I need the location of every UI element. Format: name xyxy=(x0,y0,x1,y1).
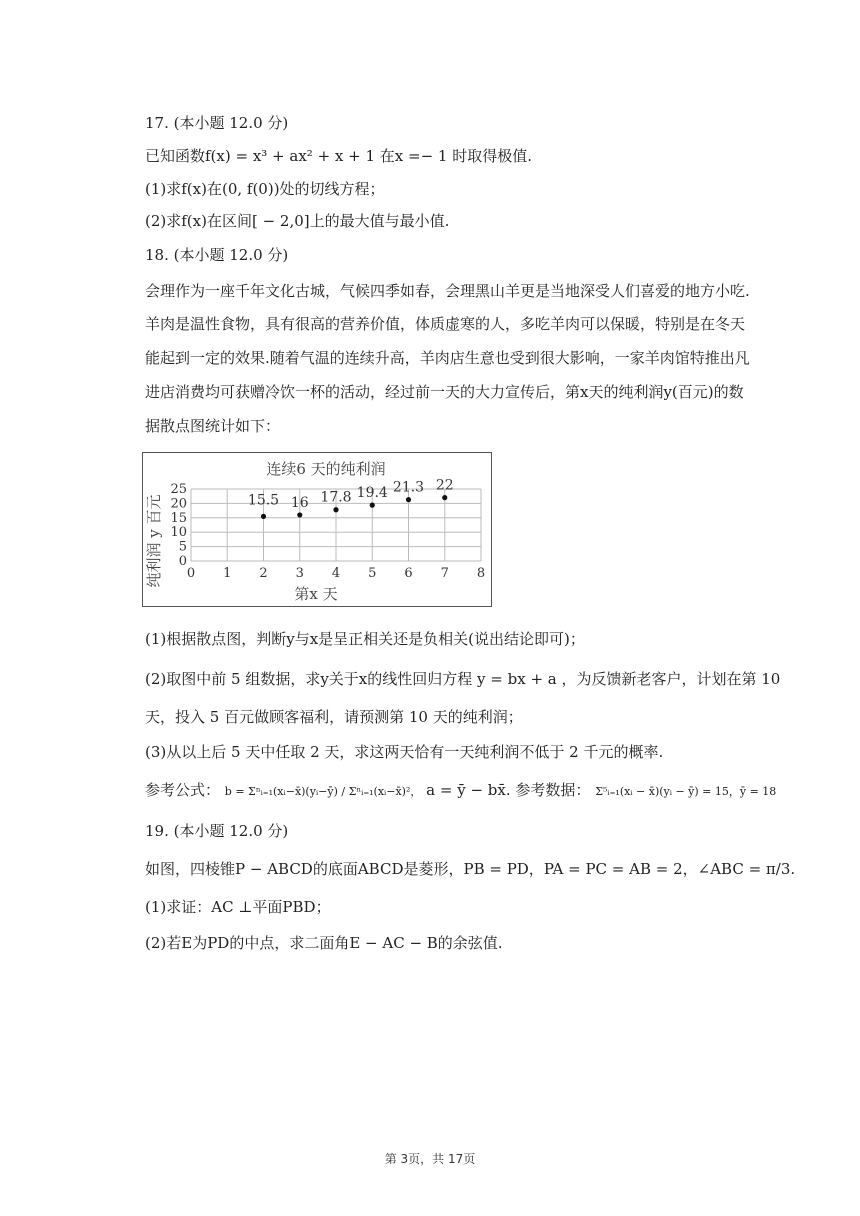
q19-part2: (2)若E为PD的中点，求二面角E − AC − B的余弦值. xyxy=(145,934,503,952)
scatter-chart-svg xyxy=(143,453,491,606)
q18-part2-line2: 天，投入 5 百元做顾客福利，请预测第 10 天的纯利润； xyxy=(145,708,523,726)
data-label-0: 15.5 xyxy=(247,492,280,509)
q19-stem: 如图，四棱锥P − ABCD的底面ABCD是菱形，PB = PD，PA = PC = AB = 2，∠ABC = π/3. xyxy=(145,860,796,878)
chart-title: 连续6 天的纯利润 xyxy=(266,460,386,478)
data-label-1: 16 xyxy=(290,494,309,511)
data-label-5: 22 xyxy=(435,477,454,494)
data-label-3: 19.4 xyxy=(356,485,388,502)
ref-a-formula: a = ȳ − bx̄. xyxy=(426,781,511,799)
q18-header: 18. (本小题 12.0 分) xyxy=(145,246,289,264)
x-axis-label: 第x 天 xyxy=(294,585,338,603)
q18-paragraph-4: 进店消费均可获赠冷饮一杯的活动，经过前一天的大力宣传后，第x天的纯利润y(百元)的数 xyxy=(145,383,744,401)
data-point-0 xyxy=(261,514,266,519)
data-point-5 xyxy=(442,495,447,500)
y-tick-label-3: 15 xyxy=(170,510,187,526)
q17-stem: 已知函数f(x) = x³ + ax² + x + 1 在x =− 1 时取得极值. xyxy=(145,147,533,165)
x-tick-label-6: 6 xyxy=(404,566,413,581)
x-tick-label-2: 2 xyxy=(259,566,268,581)
y-tick-label-0: 0 xyxy=(178,554,187,569)
q18-part2-line1: (2)取图中前 5 组数据，求y关于x的线性回归方程 y = bx + a ，为反馈新老客户，计划在第 10 xyxy=(145,670,781,688)
data-point-3 xyxy=(370,503,375,508)
q18-paragraph-5: 据散点图统计如下： xyxy=(145,417,281,435)
data-label-4: 21.3 xyxy=(392,479,425,496)
y-tick-label-1: 5 xyxy=(178,539,187,555)
q17-part1: (1)求f(x)在(0, f(0))处的切线方程； xyxy=(145,180,385,198)
q17-part2: (2)求f(x)在区间[ − 2,0]上的最大值与最小值. xyxy=(145,212,450,230)
q19-part1: (1)求证：AC ⊥平面PBD； xyxy=(145,898,331,916)
x-tick-label-0: 0 xyxy=(186,566,196,581)
scatter-chart xyxy=(142,452,492,607)
x-tick-label-1: 1 xyxy=(223,566,232,581)
q19-header: 19. (本小题 12.0 分) xyxy=(145,822,289,840)
y-tick-label-2: 10 xyxy=(170,525,187,541)
page-footer: 第 3页，共 17页 xyxy=(384,1152,476,1166)
q18-paragraph-2: 羊肉是温性食物，具有很高的营养价值，体质虚寒的人，多吃羊肉可以保暖，特别是在冬天 xyxy=(145,315,746,333)
q18-part3: (3)从以上后 5 天中任取 2 天，求这两天恰有一天纯利润不低于 2 千元的概率. xyxy=(145,743,664,761)
y-tick-label-5: 25 xyxy=(170,482,187,497)
ref-formula-label: 参考公式： xyxy=(145,781,221,799)
x-tick-label-4: 4 xyxy=(331,566,341,581)
ref-b-formula: b = Σⁿᵢ₌₁(xᵢ−x̄)(yᵢ−ȳ) / Σⁿᵢ₌₁(xᵢ−x̄)²， xyxy=(224,785,422,798)
x-tick-label-7: 7 xyxy=(440,566,449,581)
q18-paragraph-1: 会理作为一座千年文化古城，气候四季如春，会理黑山羊更是当地深受人们喜爱的地方小吃. xyxy=(145,282,750,300)
x-tick-label-5: 5 xyxy=(368,566,377,581)
data-point-4 xyxy=(406,497,411,502)
ref-data-label: 参考数据： xyxy=(515,781,591,799)
data-point-1 xyxy=(297,512,302,517)
y-tick-label-4: 20 xyxy=(170,496,187,512)
ref-data: Σ⁵ᵢ₌₁(xᵢ − x̄)(yᵢ − ȳ) = 15，ȳ = 18 xyxy=(595,785,777,798)
q18-paragraph-3: 能起到一定的效果.随着气温的连续升高，羊肉店生意也受到很大影响，一家羊肉馆特推出凡 xyxy=(145,349,750,367)
data-label-2: 17.8 xyxy=(320,489,352,506)
y-axis-label: 纯利润 y 百元 xyxy=(145,494,163,588)
data-point-2 xyxy=(333,507,338,512)
q18-reference xyxy=(145,779,776,803)
x-tick-label-3: 3 xyxy=(295,566,304,581)
q17-header: 17. (本小题 12.0 分) xyxy=(145,114,289,132)
x-tick-label-8: 8 xyxy=(476,566,486,581)
q18-part1: (1)根据散点图，判断y与x是呈正相关还是负相关(说出结论即可)； xyxy=(145,630,585,648)
